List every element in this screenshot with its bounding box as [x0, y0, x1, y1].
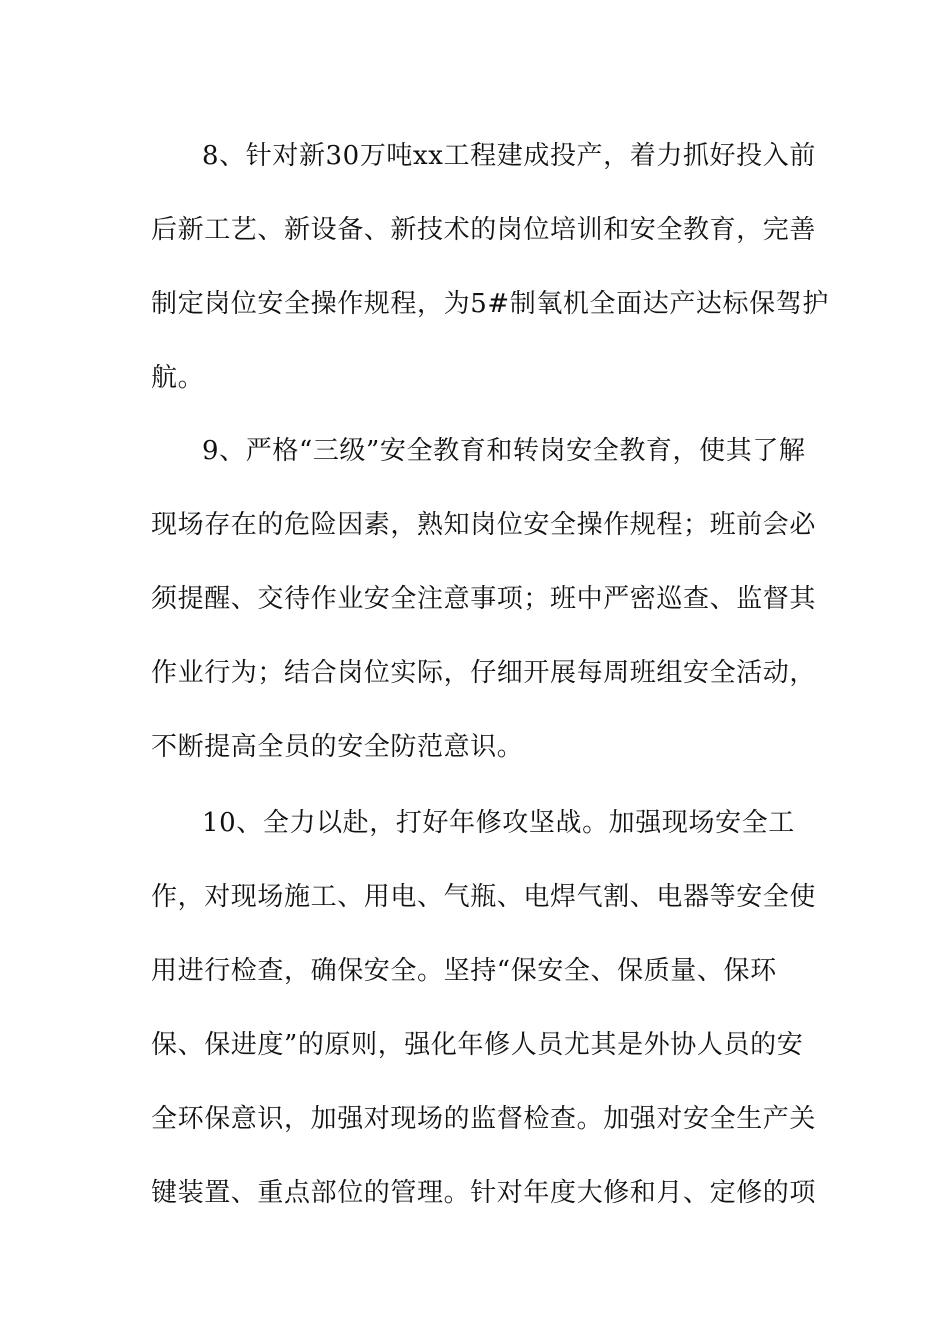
paragraph-line: 10、全力以赴，打好年修攻坚战。加强现场安全工 — [202, 808, 795, 838]
paragraph-line: 航。 — [151, 363, 205, 393]
paragraph-line: 不断提高全员的安全防范意识。 — [151, 732, 524, 762]
paragraph-line: 9、严格“三级”安全教育和转岗安全教育，使其了解 — [202, 436, 806, 466]
paragraph-line: 作业行为；结合岗位实际，仔细开展每周班组安全活动， — [151, 658, 817, 688]
paragraph-line: 用进行检查，确保安全。坚持“保安全、保质量、保环 — [151, 956, 777, 986]
paragraph-line: 键装置、重点部位的管理。针对年度大修和月、定修的项 — [151, 1178, 817, 1208]
paragraph-line: 保、保进度”的原则，强化年修人员尤其是外协人员的安 — [151, 1030, 804, 1060]
paragraph-line: 作，对现场施工、用电、气瓶、电焊气割、电器等安全使 — [151, 882, 817, 912]
paragraph-line: 8、针对新30万吨xx工程建成投产，着力抓好投入前 — [202, 141, 816, 171]
paragraph-line: 制定岗位安全操作规程，为5#制氧机全面达产达标保驾护 — [151, 289, 829, 319]
paragraph-line: 后新工艺、新设备、新技术的岗位培训和安全教育，完善 — [151, 215, 817, 245]
paragraph-line: 现场存在的危险因素，熟知岗位安全操作规程；班前会必 — [151, 510, 817, 540]
paragraph-line: 全环保意识，加强对现场的监督检查。加强对安全生产关 — [151, 1104, 817, 1134]
paragraph-line: 须提醒、交待作业安全注意事项；班中严密巡查、监督其 — [151, 584, 817, 614]
